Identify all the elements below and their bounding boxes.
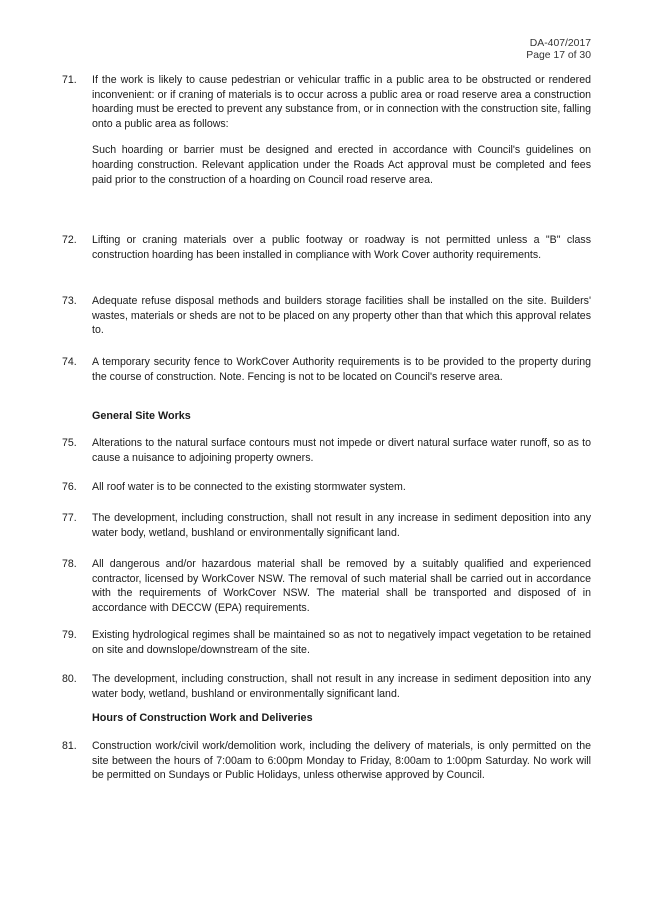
page-header [526,38,591,63]
condition-number: 80. [62,673,77,685]
condition-text [92,739,591,783]
condition-paragraph: Lifting or craning materials over a public footway or roadway is not permitted unless a "B" class construction hoarding has been installed in compliance with Work Cover authority requirements. [92,234,591,261]
condition-paragraph: Construction work/civil work/demolition work, including the delivery of materials, is only permitted on the site between the hours of 7:00am to 6:00pm Monday to Friday, 8:00am to 1:00pm Saturday. No work will be permitted on Sundays or Public Holidays, unless otherwise approved by Council. [92,740,591,782]
condition-73 [62,294,591,338]
condition-80 [62,672,591,701]
document-reference: DA-407/2017 [529,38,591,49]
condition-74 [62,355,591,384]
condition-paragraph: The development, including construction, shall not result in any increase in sediment deposition into any water body, wetland, bushland or environmentally significant land. [92,512,591,539]
condition-paragraph: Adequate refuse disposal methods and builders storage facilities shall be installed on the site. Builders' wastes, materials or sheds are not to be placed on any property other than that which this approval relates to. [92,295,591,337]
condition-number: 79. [62,629,77,641]
condition-paragraph: The development, including construction, shall not result in any increase in sediment deposition into any water body, wetland, bushland or environmentally significant land. [92,673,591,700]
condition-76 [62,480,591,495]
condition-text [92,73,591,187]
condition-text [92,294,591,338]
section-heading-hours-of-construction: Hours of Construction Work and Deliveries [92,712,313,724]
condition-paragraph: Existing hydrological regimes shall be maintained so as not to negatively impact vegetation to be retained on site and downslope/downstream of the site. [92,629,591,656]
condition-81 [62,739,591,783]
page-number: Page 17 of 30 [526,50,591,62]
condition-77 [62,511,591,540]
condition-number: 71. [62,74,77,86]
condition-number: 72. [62,234,77,246]
condition-paragraph: Alterations to the natural surface contours must not impede or divert natural surface water runoff, so as to cause a nuisance to adjoining property owners. [92,437,591,464]
condition-text [92,233,591,262]
section-heading-general-site-works: General Site Works [92,410,191,422]
condition-text [92,355,591,384]
condition-paragraph: All dangerous and/or hazardous material shall be removed by a suitably qualified and experienced contractor, licensed by WorkCover NSW. The removal of such material shall be carried out in accordance with the requirements of WorkCover NSW. The material shall be transported and disposed of in accordance with DECCW (EPA) requirements. [92,558,591,614]
condition-paragraph: A temporary security fence to WorkCover Authority requirements is to be provided to the property during the course of construction. Note. Fencing is not to be located on Council's reserve area. [92,356,591,383]
condition-paragraph: If the work is likely to cause pedestrian or vehicular traffic in a public area to be obstructed or rendered inconvenient: or if craning of materials is to occur across a public area or road reserve area a construction hoarding must be erected to prevent any substance from, or in connection with the construction site, falling onto a public area as follows: [92,74,591,130]
condition-78 [62,557,591,615]
condition-number: 77. [62,512,77,524]
condition-number: 81. [62,740,77,752]
condition-paragraph: Such hoarding or barrier must be designed and erected in accordance with Council's guidelines on hoarding construction. Relevant application under the Roads Act approval must be completed and fees paid prior to the construction of a hoarding on Council road reserve area. [92,144,591,186]
condition-paragraph: All roof water is to be connected to the existing stormwater system. [92,481,406,493]
condition-number: 74. [62,356,77,368]
condition-number: 75. [62,437,77,449]
condition-text [92,672,591,701]
condition-text [92,511,591,540]
condition-text [92,628,591,657]
condition-79 [62,628,591,657]
condition-75 [62,436,591,465]
condition-71 [62,73,591,187]
condition-number: 78. [62,558,77,570]
condition-72 [62,233,591,262]
condition-text [92,557,591,615]
condition-number: 73. [62,295,77,307]
condition-number: 76. [62,481,77,493]
condition-text [92,436,591,465]
condition-text [92,480,591,495]
